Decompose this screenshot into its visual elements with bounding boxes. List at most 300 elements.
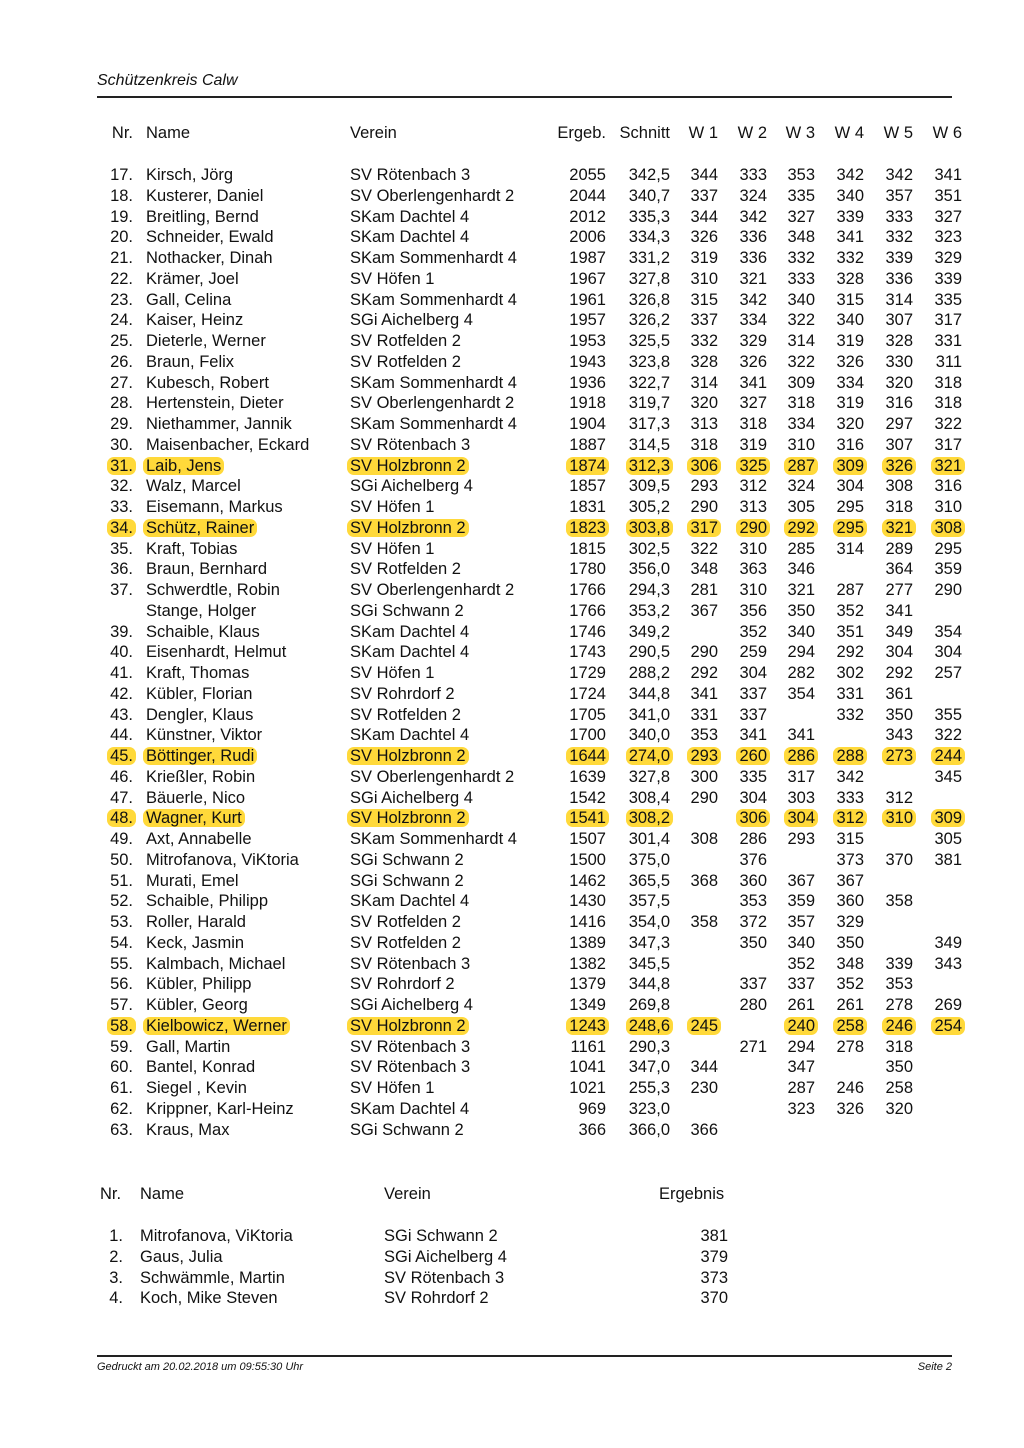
highlight-mark: 1541 <box>566 809 609 827</box>
row-series-2: 336 <box>739 228 767 246</box>
row-series-4 <box>820 1016 864 1036</box>
highlight-mark: 308,2 <box>626 809 673 827</box>
row-series-3: 348 <box>787 228 815 246</box>
highlight-mark: 48. <box>107 809 136 827</box>
highlight-mark: 292 <box>784 519 818 537</box>
row-average: 301,4 <box>628 830 670 848</box>
row-club: SKam Sommenhardt 4 <box>350 415 517 433</box>
row-average: 305,2 <box>628 498 670 516</box>
row-rank <box>93 746 133 766</box>
highlight-mark: 306 <box>687 457 721 475</box>
highlight-mark: 321 <box>882 519 916 537</box>
row-average: 317,3 <box>628 415 670 433</box>
row-club: SKam Dachtel 4 <box>350 623 470 641</box>
row-series-5: 292 <box>885 664 913 682</box>
row-rank: 57. <box>110 996 133 1014</box>
row-rank: 17. <box>110 166 133 184</box>
row-club <box>350 456 469 476</box>
row-series-5 <box>869 1016 913 1036</box>
row-series-4: 319 <box>836 332 864 350</box>
row-series-1 <box>674 456 718 476</box>
row-series-2: 352 <box>739 623 767 641</box>
highlight-mark: Kielbowicz, Werner <box>143 1017 290 1035</box>
row-total: 1918 <box>569 394 606 412</box>
column-header-ergeb: Ergeb. <box>557 124 606 142</box>
row-series-3: 293 <box>787 830 815 848</box>
row-series-4: 367 <box>836 872 864 890</box>
row-series-6: 322 <box>934 726 962 744</box>
row-series-4: 373 <box>836 851 864 869</box>
row-series-6: 341 <box>934 166 962 184</box>
row-series-6 <box>918 518 962 538</box>
row-series-6: 295 <box>934 540 962 558</box>
row-shooter-name: Stange, Holger <box>146 602 257 620</box>
row-shooter-name: Eisemann, Markus <box>146 498 283 516</box>
column-header-w4: W 4 <box>834 124 864 142</box>
row-rank: 53. <box>110 913 133 931</box>
row-series-3: 322 <box>787 353 815 371</box>
highlight-mark: 286 <box>784 747 818 765</box>
row-rank: 54. <box>110 934 133 952</box>
row-series-6: 343 <box>934 955 962 973</box>
row-series-3: 352 <box>787 955 815 973</box>
row-series-6: 317 <box>934 436 962 454</box>
highlight-mark: 287 <box>784 457 818 475</box>
row-total <box>536 518 606 538</box>
row-series-4: 329 <box>836 913 864 931</box>
row-club: SGi Schwann 2 <box>350 1121 464 1139</box>
row-series-3 <box>771 518 815 538</box>
row-club: SV Rötenbach 3 <box>350 955 471 973</box>
row-rank: 27. <box>110 374 133 392</box>
best-row-name: Koch, Mike Steven <box>140 1289 278 1307</box>
row-series-4: 332 <box>836 249 864 267</box>
row-series-1: 313 <box>690 415 718 433</box>
row-club: SV Rotfelden 2 <box>350 706 461 724</box>
row-series-4: 319 <box>836 394 864 412</box>
row-average: 327,8 <box>628 270 670 288</box>
row-average <box>610 808 670 828</box>
highlight-mark: 245 <box>687 1017 721 1035</box>
highlight-mark: 1823 <box>566 519 609 537</box>
row-total: 1700 <box>569 726 606 744</box>
row-series-4 <box>820 456 864 476</box>
row-series-3: 340 <box>787 291 815 309</box>
row-club: SV Rötenbach 3 <box>350 1038 471 1056</box>
highlight-mark: 273 <box>882 747 916 765</box>
row-series-1: 310 <box>690 270 718 288</box>
row-series-4: 339 <box>836 208 864 226</box>
row-series-6 <box>918 746 962 766</box>
row-series-5: 304 <box>885 643 913 661</box>
row-shooter-name: Kraft, Tobias <box>146 540 238 558</box>
row-rank <box>93 1016 133 1036</box>
row-club: SV Rotfelden 2 <box>350 913 461 931</box>
row-total: 1161 <box>570 1038 606 1056</box>
row-club: SGi Schwann 2 <box>350 851 464 869</box>
row-rank: 19. <box>110 208 133 226</box>
row-rank: 60. <box>110 1058 133 1076</box>
row-series-4: 352 <box>836 975 864 993</box>
row-series-6: 331 <box>934 332 962 350</box>
row-club: SKam Dachtel 4 <box>350 1100 470 1118</box>
row-series-5: 350 <box>885 1058 913 1076</box>
row-shooter-name: Axt, Annabelle <box>146 830 252 848</box>
row-series-2: 271 <box>739 1038 767 1056</box>
row-total: 1416 <box>569 913 606 931</box>
row-club <box>350 1016 469 1036</box>
row-series-1: 315 <box>690 291 718 309</box>
row-shooter-name: Siegel , Kevin <box>146 1079 247 1097</box>
row-series-2: 360 <box>739 872 767 890</box>
row-club: SV Oberlengenhardt 2 <box>350 581 515 599</box>
row-shooter-name: Krämer, Joel <box>146 270 239 288</box>
row-total: 1780 <box>569 560 606 578</box>
highlight-mark: SV Holzbronn 2 <box>347 457 469 475</box>
row-average: 334,3 <box>628 228 670 246</box>
highlight-mark: 304 <box>784 809 818 827</box>
row-shooter-name: Walz, Marcel <box>146 477 241 495</box>
best-row-club: SV Rötenbach 3 <box>384 1269 505 1287</box>
highlight-mark: 1874 <box>566 457 609 475</box>
row-series-4: 328 <box>836 270 864 288</box>
row-series-4: 350 <box>836 934 864 952</box>
highlight-mark: 254 <box>931 1017 965 1035</box>
row-series-4: 292 <box>836 643 864 661</box>
row-series-2: 329 <box>739 332 767 350</box>
row-shooter-name: Dengler, Klaus <box>146 706 254 724</box>
row-series-2: 333 <box>739 166 767 184</box>
row-series-5: 308 <box>885 477 913 495</box>
column-header-w3: W 3 <box>785 124 815 142</box>
row-series-3: 340 <box>787 623 815 641</box>
row-series-3: 285 <box>787 540 815 558</box>
row-club <box>350 746 469 766</box>
row-series-6: 351 <box>934 187 962 205</box>
row-rank: 35. <box>110 540 133 558</box>
row-series-6 <box>918 1016 962 1036</box>
row-shooter-name: Murati, Emel <box>146 872 239 890</box>
row-average: 344,8 <box>628 685 670 703</box>
row-rank: 42. <box>110 685 133 703</box>
row-average <box>610 746 670 766</box>
row-club: SKam Dachtel 4 <box>350 892 470 910</box>
row-total: 1462 <box>569 872 606 890</box>
row-series-5: 339 <box>885 249 913 267</box>
row-series-1: 230 <box>690 1079 718 1097</box>
best-row-name: Schwämmle, Martin <box>140 1269 285 1287</box>
row-average: 340,0 <box>628 726 670 744</box>
row-series-5: 343 <box>885 726 913 744</box>
row-average: 335,3 <box>628 208 670 226</box>
row-series-3: 340 <box>787 934 815 952</box>
row-series-6: 322 <box>934 415 962 433</box>
row-club <box>350 518 469 538</box>
row-series-4 <box>820 746 864 766</box>
row-series-1: 293 <box>690 477 718 495</box>
row-club: SKam Dachtel 4 <box>350 643 470 661</box>
row-series-3 <box>771 1016 815 1036</box>
row-average: 322,7 <box>628 374 670 392</box>
row-shooter-name: Breitling, Bernd <box>146 208 259 226</box>
column-header-nr: Nr. <box>111 124 133 142</box>
row-total: 1349 <box>569 996 606 1014</box>
row-series-3: 332 <box>787 249 815 267</box>
best-row-club: SGi Aichelberg 4 <box>384 1248 507 1266</box>
row-rank: 39. <box>110 623 133 641</box>
best-row-club: SV Rohrdorf 2 <box>384 1289 489 1307</box>
row-total: 2044 <box>569 187 606 205</box>
row-total: 1430 <box>569 892 606 910</box>
row-series-2: 372 <box>739 913 767 931</box>
row-rank: 41. <box>110 664 133 682</box>
row-series-6: 359 <box>934 560 962 578</box>
row-shooter-name: Bäuerle, Nico <box>146 789 246 807</box>
row-club: SV Rotfelden 2 <box>350 560 461 578</box>
row-series-6: 290 <box>934 581 962 599</box>
row-series-4: 314 <box>836 540 864 558</box>
row-series-5: 332 <box>885 228 913 246</box>
row-series-4: 341 <box>836 228 864 246</box>
row-shooter-name <box>146 746 257 766</box>
row-series-4: 352 <box>836 602 864 620</box>
best-row-result: 379 <box>700 1248 728 1266</box>
row-series-6: 349 <box>934 934 962 952</box>
row-series-4: 261 <box>836 996 864 1014</box>
row-series-1: 332 <box>690 332 718 350</box>
row-series-3: 287 <box>787 1079 815 1097</box>
row-series-2: 321 <box>739 270 767 288</box>
highlight-mark: 309 <box>931 809 965 827</box>
row-club: SKam Dachtel 4 <box>350 726 470 744</box>
row-rank: 47. <box>110 789 133 807</box>
row-club: SKam Dachtel 4 <box>350 228 470 246</box>
row-series-5: 353 <box>885 975 913 993</box>
highlight-mark: 293 <box>687 747 721 765</box>
row-total: 1957 <box>569 311 606 329</box>
row-series-5: 316 <box>885 394 913 412</box>
row-average <box>610 518 670 538</box>
row-total: 1766 <box>569 602 606 620</box>
row-average: 319,7 <box>628 394 670 412</box>
highlight-mark: SV Holzbronn 2 <box>347 809 469 827</box>
row-series-6: 310 <box>934 498 962 516</box>
row-series-4 <box>820 808 864 828</box>
row-average <box>610 456 670 476</box>
row-series-2: 342 <box>739 291 767 309</box>
row-series-5: 312 <box>885 789 913 807</box>
row-series-4: 326 <box>836 353 864 371</box>
row-series-4: 342 <box>836 166 864 184</box>
row-average: 344,8 <box>628 975 670 993</box>
row-total: 1542 <box>569 789 606 807</box>
row-average: 327,8 <box>628 768 670 786</box>
row-series-5: 358 <box>885 892 913 910</box>
row-series-2: 350 <box>739 934 767 952</box>
row-series-3: 317 <box>787 768 815 786</box>
highlight-mark: 308 <box>931 519 965 537</box>
row-series-6: 305 <box>934 830 962 848</box>
row-series-2: 327 <box>739 394 767 412</box>
highlight-mark: Wagner, Kurt <box>143 809 245 827</box>
row-average: 290,3 <box>628 1038 670 1056</box>
row-series-5: 339 <box>885 955 913 973</box>
row-average: 342,5 <box>628 166 670 184</box>
column-header-schnitt: Schnitt <box>619 124 670 142</box>
row-club: SGi Aichelberg 4 <box>350 996 473 1014</box>
row-series-4: 304 <box>836 477 864 495</box>
row-series-3: 303 <box>787 789 815 807</box>
best-row-rank: 2. <box>109 1248 123 1266</box>
row-club: SKam Sommenhardt 4 <box>350 830 517 848</box>
row-series-2: 337 <box>739 706 767 724</box>
best-header-ergebnis: Ergebnis <box>659 1185 725 1203</box>
row-series-1: 326 <box>690 228 718 246</box>
row-average: 349,2 <box>628 623 670 641</box>
highlight-mark: 58. <box>107 1017 136 1035</box>
row-series-6: 304 <box>934 643 962 661</box>
row-shooter-name: Kirsch, Jörg <box>146 166 234 184</box>
row-shooter-name: Künstner, Viktor <box>146 726 263 744</box>
best-row-club: SGi Schwann 2 <box>384 1227 498 1245</box>
row-club: SV Rötenbach 3 <box>350 1058 471 1076</box>
highlight-mark: 321 <box>931 457 965 475</box>
row-rank: 61. <box>110 1079 133 1097</box>
footer-printed-date: Gedruckt am 20.02.2018 um 09:55:30 Uhr <box>97 1361 304 1373</box>
row-rank: 56. <box>110 975 133 993</box>
row-series-1: 366 <box>690 1121 718 1139</box>
row-rank: 37. <box>110 581 133 599</box>
row-average: 288,2 <box>628 664 670 682</box>
row-series-4: 348 <box>836 955 864 973</box>
row-series-5: 341 <box>885 602 913 620</box>
row-shooter-name: Bantel, Konrad <box>146 1058 256 1076</box>
row-rank: 25. <box>110 332 133 350</box>
highlight-mark: 45. <box>107 747 136 765</box>
row-series-1: 353 <box>690 726 718 744</box>
row-total <box>536 808 606 828</box>
row-shooter-name: Schaible, Klaus <box>146 623 260 641</box>
row-total: 1743 <box>569 643 606 661</box>
row-total: 1041 <box>569 1058 606 1076</box>
highlight-mark: Schütz, Rainer <box>143 519 257 537</box>
highlight-mark: Laib, Jens <box>143 457 224 475</box>
row-series-5: 277 <box>885 581 913 599</box>
row-shooter-name: Kraft, Thomas <box>146 664 250 682</box>
row-series-6: 354 <box>934 623 962 641</box>
row-rank: 52. <box>110 892 133 910</box>
row-series-1: 292 <box>690 664 718 682</box>
row-average: 353,2 <box>628 602 670 620</box>
row-club: SV Rotfelden 2 <box>350 332 461 350</box>
highlight-mark: 248,6 <box>626 1017 673 1035</box>
row-shooter-name: Roller, Harald <box>146 913 246 931</box>
row-club: SV Höfen 1 <box>350 498 435 516</box>
row-shooter-name: Keck, Jasmin <box>146 934 245 952</box>
row-average: 347,0 <box>628 1058 670 1076</box>
row-series-3: 334 <box>787 415 815 433</box>
row-shooter-name: Kusterer, Daniel <box>146 187 264 205</box>
highlight-mark: SV Holzbronn 2 <box>347 519 469 537</box>
row-average: 326,8 <box>628 291 670 309</box>
highlight-mark: 325 <box>736 457 770 475</box>
footer-page-number: Seite 2 <box>917 1361 952 1373</box>
row-club <box>350 808 469 828</box>
row-series-6: 318 <box>934 394 962 412</box>
row-series-6: 317 <box>934 311 962 329</box>
row-average: 294,3 <box>628 581 670 599</box>
row-series-4: 278 <box>836 1038 864 1056</box>
row-average: 323,8 <box>628 353 670 371</box>
row-average: 302,5 <box>628 540 670 558</box>
row-total <box>536 1016 606 1036</box>
column-header-w2: W 2 <box>737 124 767 142</box>
row-series-6: 339 <box>934 270 962 288</box>
row-series-1: 290 <box>690 789 718 807</box>
row-shooter-name: Nothacker, Dinah <box>146 249 273 267</box>
row-average: 341,0 <box>628 706 670 724</box>
row-average: 325,5 <box>628 332 670 350</box>
highlight-mark: 34. <box>107 519 136 537</box>
row-series-3: 333 <box>787 270 815 288</box>
row-total: 1887 <box>569 436 606 454</box>
row-average: 366,0 <box>628 1121 670 1139</box>
best-row-result: 370 <box>700 1289 728 1307</box>
row-series-5: 370 <box>885 851 913 869</box>
row-series-2: 286 <box>739 830 767 848</box>
best-row-name: Gaus, Julia <box>140 1248 223 1266</box>
row-series-6: 269 <box>934 996 962 1014</box>
row-total: 1953 <box>569 332 606 350</box>
row-series-2: 353 <box>739 892 767 910</box>
best-row-rank: 3. <box>109 1269 123 1287</box>
row-rank: 26. <box>110 353 133 371</box>
row-series-6: 329 <box>934 249 962 267</box>
row-shooter-name: Kalmbach, Michael <box>146 955 286 973</box>
row-total: 1943 <box>569 353 606 371</box>
highlight-mark: 1243 <box>566 1017 609 1035</box>
row-series-3: 310 <box>787 436 815 454</box>
row-series-1: 358 <box>690 913 718 931</box>
row-series-2: 324 <box>739 187 767 205</box>
row-series-6: 345 <box>934 768 962 786</box>
column-header-w1: W 1 <box>688 124 718 142</box>
row-series-5: 336 <box>885 270 913 288</box>
row-series-3: 335 <box>787 187 815 205</box>
row-club: SV Rotfelden 2 <box>350 934 461 952</box>
row-series-1: 318 <box>690 436 718 454</box>
row-series-2: 304 <box>739 789 767 807</box>
row-club: SGi Aichelberg 4 <box>350 477 473 495</box>
row-series-5: 333 <box>885 208 913 226</box>
best-row-name: Mitrofanova, ViKtoria <box>140 1227 293 1245</box>
highlight-mark: 288 <box>833 747 867 765</box>
row-club: SGi Schwann 2 <box>350 602 464 620</box>
row-average: 269,8 <box>628 996 670 1014</box>
highlight-mark: 312,3 <box>626 457 673 475</box>
row-total: 1389 <box>569 934 606 952</box>
row-total: 1500 <box>569 851 606 869</box>
best-row-rank: 1. <box>109 1227 123 1245</box>
row-shooter-name: Kraus, Max <box>146 1121 230 1139</box>
row-series-4: 333 <box>836 789 864 807</box>
highlight-mark: 290 <box>736 519 770 537</box>
row-series-1: 300 <box>690 768 718 786</box>
highlight-mark: 1644 <box>566 747 609 765</box>
row-rank: 36. <box>110 560 133 578</box>
row-club: SV Höfen 1 <box>350 270 435 288</box>
row-club: SV Höfen 1 <box>350 1079 435 1097</box>
